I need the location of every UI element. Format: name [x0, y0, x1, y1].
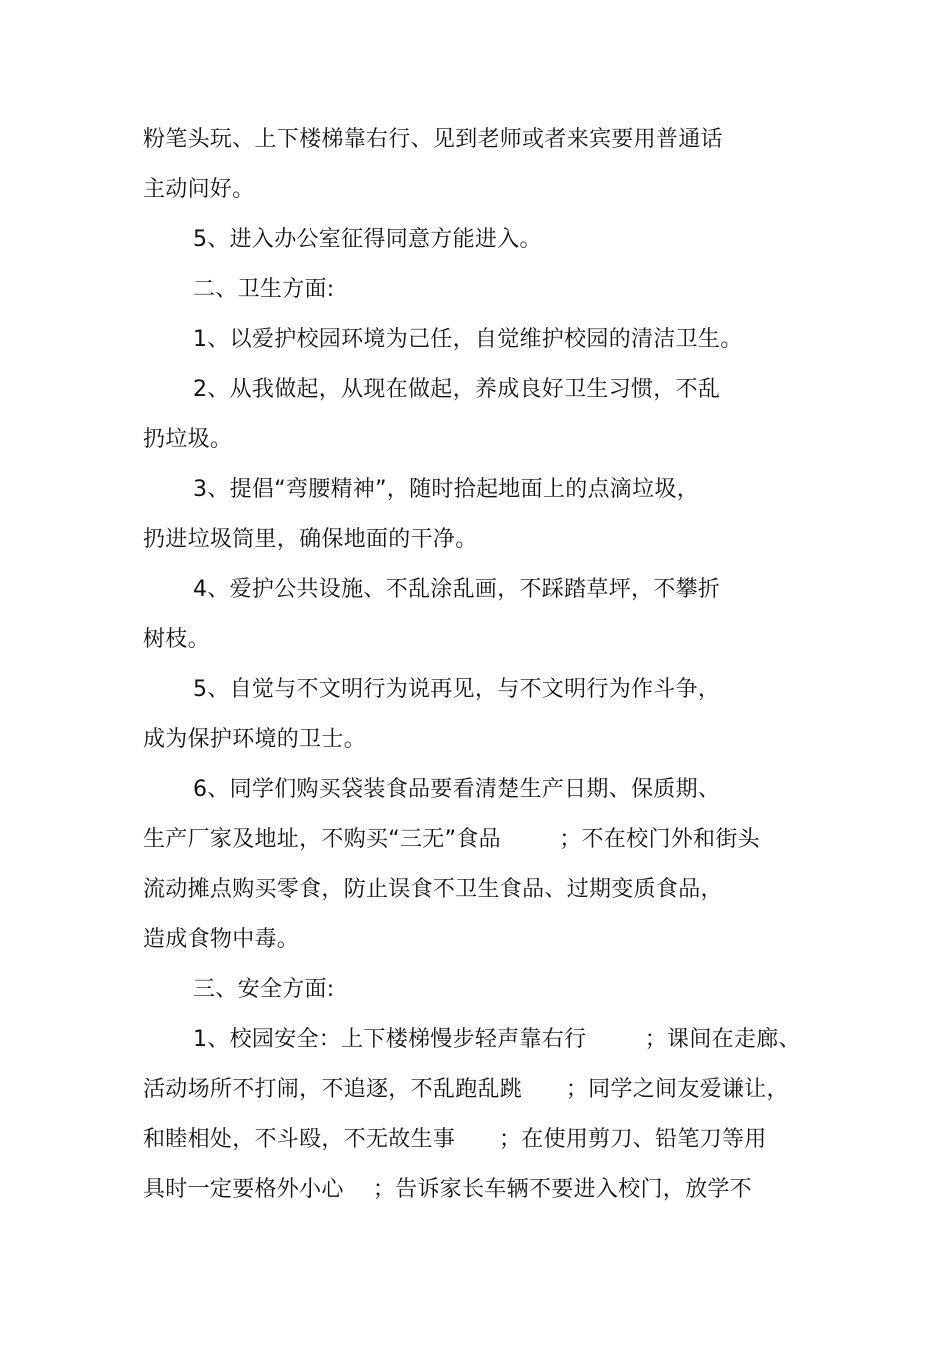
text-line: 3、提倡“弯腰精神”，随时拾起地面上的点滴垃圾，	[193, 477, 699, 502]
text-line: 2、从我做起，从现在做起，养成良好卫生习惯，不乱	[193, 377, 721, 402]
text-line: 活动场所不打闹，不追逐，不乱跑乱跳 ；同学之间友爱谦让，	[143, 1077, 789, 1102]
text-line: 扔进垃圾筒里，确保地面的干净。	[143, 527, 478, 552]
text-line: 1、以爱护校园环境为己任，自觉维护校园的清洁卫生。	[193, 327, 743, 352]
text-line: 树枝。	[143, 627, 210, 652]
text-line: 生产厂家及地址，不购买“三无”食品 ；不在校门外和街头	[143, 827, 760, 852]
section-heading: 三、安全方面:	[193, 977, 335, 1002]
text-line: 和睦相处，不斗殴，不无故生事 ；在使用剪刀、铅笔刀等用	[143, 1127, 767, 1152]
text-line: 主动问好。	[143, 177, 255, 202]
text-line: 成为保护环境的卫士。	[143, 727, 367, 752]
text-line: 5、自觉与不文明行为说再见，与不文明行为作斗争，	[193, 677, 721, 702]
text-line: 粉笔头玩、上下楼梯靠右行、见到老师或者来宾要用普通话	[143, 127, 723, 152]
text-line: 流动摊点购买零食，防止误食不卫生食品、过期变质食品，	[143, 877, 723, 902]
text-line: 5、进入办公室征得同意方能进入。	[193, 227, 542, 252]
text-line: 扔垃圾。	[143, 427, 233, 452]
text-line: 4、爱护公共设施、不乱涂乱画，不踩踏草坪，不攀折	[193, 577, 721, 602]
text-line: 1、校园安全：上下楼梯慢步轻声靠右行 ；课间在走廊、	[193, 1027, 801, 1052]
section-heading: 二、卫生方面:	[193, 277, 335, 302]
text-line: 造成食物中毒。	[143, 927, 300, 952]
text-line: 具时一定要格外小心 ；告诉家长车辆不要进入校门，放学不	[143, 1177, 752, 1202]
text-line: 6、同学们购买袋装食品要看清楚生产日期、保质期、	[193, 777, 721, 802]
